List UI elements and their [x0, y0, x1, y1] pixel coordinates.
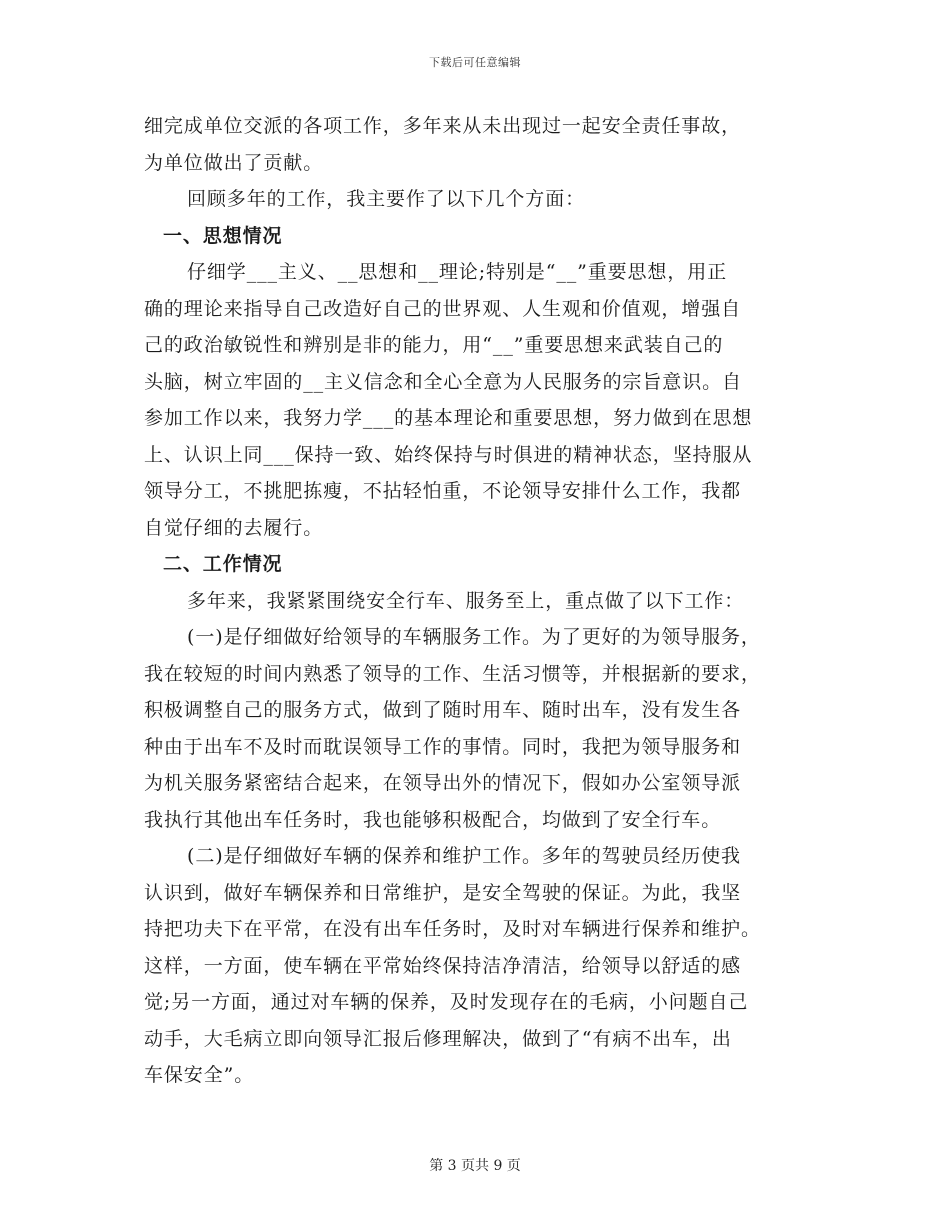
paragraph-line: 己的政治敏锐性和辨别是非的能力，用“__”重要思想来武装自己的: [144, 334, 724, 356]
paragraph-line: 参加工作以来，我努力学___的基本理论和重要思想，努力做到在思想: [144, 407, 753, 429]
document-body: [144, 108, 810, 1094]
paragraph-line: 为单位做出了贡献。: [144, 151, 324, 174]
paragraph-line: 动手，大毛病立即向领导汇报后修理解决，做到了“有病不出车，出: [144, 1027, 732, 1050]
paragraph-line: 为机关服务紧密结合起来，在领导出外的情况下，假如办公室领导派: [144, 772, 742, 794]
section-heading: 二、工作情况: [163, 553, 283, 575]
paragraph-line: 确的理论来指导自己改造好自己的世界观、人生观和价值观，增强自: [144, 297, 742, 320]
page-number: 第 3 页共 9 页: [429, 1158, 521, 1174]
paragraph-line: 这样，一方面，使车辆在平常始终保持洁净清洁，给领导以舒适的感: [144, 954, 742, 977]
paragraph-line: 积极调整自己的服务方式，做到了随时用车、随时出车，没有发生各: [144, 699, 742, 721]
paragraph-line: 种由于出车不及时而耽误领导工作的事情。同时，我把为领导服务和: [144, 735, 742, 758]
section-heading: 一、思想情况: [163, 224, 283, 247]
paragraph-line: 回顾多年的工作，我主要作了以下几个方面：: [187, 188, 586, 210]
paragraph-line: 仔细学___主义、__思想和__理论;特别是“__”重要思想，用正: [187, 261, 728, 283]
paragraph-line: 细完成单位交派的各项工作，多年来从未出现过一起安全责任事故，: [144, 115, 742, 137]
paragraph-line: 多年来，我紧紧围绕安全行车、服务至上，重点做了以下工作：: [187, 589, 745, 612]
paragraph-line: 头脑，树立牢固的__主义信念和全心全意为人民服务的宗旨意识。自: [144, 370, 742, 393]
paragraph-line: 持把功夫下在平常，在没有出车任务时，及时对车辆进行保养和维护。: [144, 918, 761, 940]
paragraph-line: 我在较短的时间内熟悉了领导的工作、生活习惯等，并根据新的要求，: [144, 662, 761, 685]
paragraph-line: 我执行其他出车任务时，我也能够积极配合，均做到了安全行车。: [144, 808, 722, 831]
paragraph-line: (二)是仔细做好车辆的保养和维护工作。多年的驾驶员经历使我: [187, 845, 741, 867]
paragraph-line: 认识到，做好车辆保养和日常维护，是安全驾驶的保证。为此，我坚: [144, 881, 742, 904]
paragraph-line: 上、认识上同___保持一致、始终保持与时俱进的精神状态，坚持服从: [144, 443, 753, 466]
paragraph-line: 自觉仔细的去履行。: [144, 516, 324, 539]
paragraph-line: 车保安全”。: [144, 1064, 255, 1086]
paragraph-line: 领导分工，不挑肥拣瘦，不拈轻怕重，不论领导安排什么工作，我都: [144, 480, 742, 502]
page-header: 下载后可任意编辑: [429, 56, 521, 69]
paragraph-line: (一)是仔细做好给领导的车辆服务工作。为了更好的为领导服务，: [187, 626, 761, 648]
paragraph-line: 觉;另一方面，通过对车辆的保养，及时发现存在的毛病，小问题自己: [144, 991, 749, 1013]
